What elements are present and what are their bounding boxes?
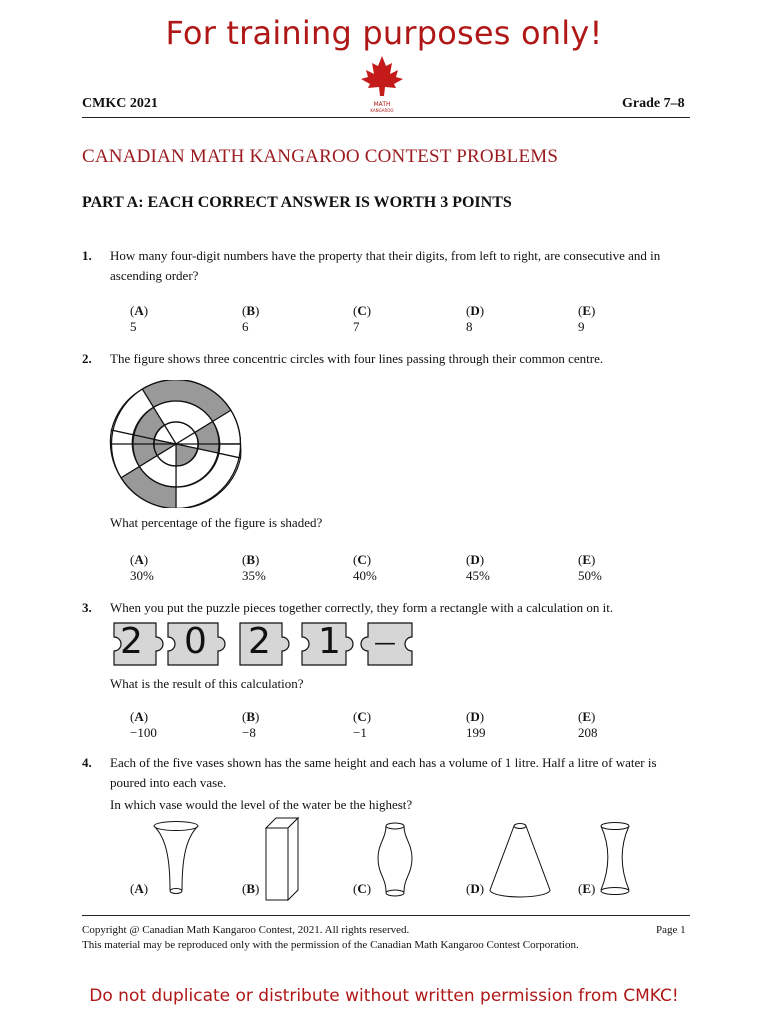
q3-option-e[interactable]: (E) 208 — [578, 709, 598, 740]
q1-option-e[interactable]: (E) 9 — [578, 303, 596, 334]
contest-label: CMKC 2021 — [82, 96, 158, 111]
q2-option-e[interactable]: (E) 50% — [578, 552, 602, 583]
q4-option-b[interactable]: (B) — [242, 881, 260, 896]
logo-text: MATH — [373, 101, 391, 108]
math-kangaroo-logo — [358, 54, 406, 116]
training-banner: For training purposes only! — [165, 14, 603, 52]
q3-option-d[interactable]: (D) 199 — [466, 709, 486, 740]
q2-option-c[interactable]: (C) 40% — [353, 552, 377, 583]
vase-e — [594, 818, 636, 900]
page-number: Page 1 — [656, 924, 686, 936]
q1-option-a[interactable]: (A) 5 — [130, 303, 149, 334]
q4-option-d[interactable]: (D) — [466, 881, 485, 896]
vase-c — [372, 818, 418, 900]
q4-option-e[interactable]: (E) — [578, 881, 596, 896]
q4-text: Each of the five vases shown has the same height and each has a volume of 1 litre. Half a litre of water is poured into each vase. — [110, 755, 657, 790]
puzzle-piece-5: — — [374, 631, 396, 656]
q2-text: The figure shows three concentric circles with four lines passing through their common centre. — [110, 351, 604, 366]
part-a-heading: PART A: EACH CORRECT ANSWER IS WORTH 3 POINTS — [82, 194, 512, 211]
logo-subtext: KANGAROO — [370, 108, 394, 113]
q3-number: 3. — [82, 600, 92, 615]
puzzle-piece-1: 2 — [120, 621, 143, 662]
q4-question: In which vase would the level of the water be the highest? — [110, 797, 413, 812]
permission-notice: This material may be reproduced only with the permission of the Canadian Math Kangaroo Contest Corporation. — [82, 939, 579, 951]
q1-option-d[interactable]: (D) 8 — [466, 303, 485, 334]
q2-option-d[interactable]: (D) 45% — [466, 552, 490, 583]
header-rule — [82, 117, 690, 118]
page-title: CANADIAN MATH KANGAROO CONTEST PROBLEMS — [82, 146, 559, 167]
q3-option-b[interactable]: (B) −8 — [242, 709, 260, 740]
concentric-circles-figure — [108, 380, 244, 508]
puzzle-piece-4: 1 — [318, 621, 341, 662]
maple-leaf-icon — [358, 54, 406, 98]
grade-label: Grade 7–8 — [622, 96, 685, 111]
q4-number: 4. — [82, 755, 92, 770]
vase-d — [486, 818, 554, 902]
vase-a — [150, 818, 202, 898]
q1-text: How many four-digit numbers have the property that their digits, from left to right, are consecutive and in ascending order? — [110, 248, 661, 283]
puzzle-pieces — [110, 621, 416, 667]
q1-number: 1. — [82, 248, 92, 263]
q3-option-c[interactable]: (C) −1 — [353, 709, 372, 740]
q3-question: What is the result of this calculation? — [110, 676, 304, 691]
puzzle-piece-3: 2 — [248, 621, 271, 662]
q2-option-a[interactable]: (A) 30% — [130, 552, 154, 583]
q4-option-c[interactable]: (C) — [353, 881, 372, 896]
q2-number: 2. — [82, 351, 92, 366]
q2-option-b[interactable]: (B) 35% — [242, 552, 266, 583]
puzzle-piece-2: 0 — [184, 621, 207, 662]
q1-option-c[interactable]: (C) 7 — [353, 303, 372, 334]
q2-question: What percentage of the figure is shaded? — [110, 515, 323, 530]
copyright-notice: Copyright @ Canadian Math Kangaroo Contest, 2021. All rights reserved. — [82, 924, 410, 936]
q4-option-a[interactable]: (A) — [130, 881, 149, 896]
q1-option-b[interactable]: (B) 6 — [242, 303, 260, 334]
q3-text: When you put the puzzle pieces together correctly, they form a rectangle with a calculation on it. — [110, 600, 614, 615]
footer-rule — [82, 915, 690, 916]
q3-option-a[interactable]: (A) −100 — [130, 709, 157, 740]
distribution-notice: Do not duplicate or distribute without written permission from CMKC! — [89, 986, 679, 1006]
vase-b — [262, 814, 302, 904]
